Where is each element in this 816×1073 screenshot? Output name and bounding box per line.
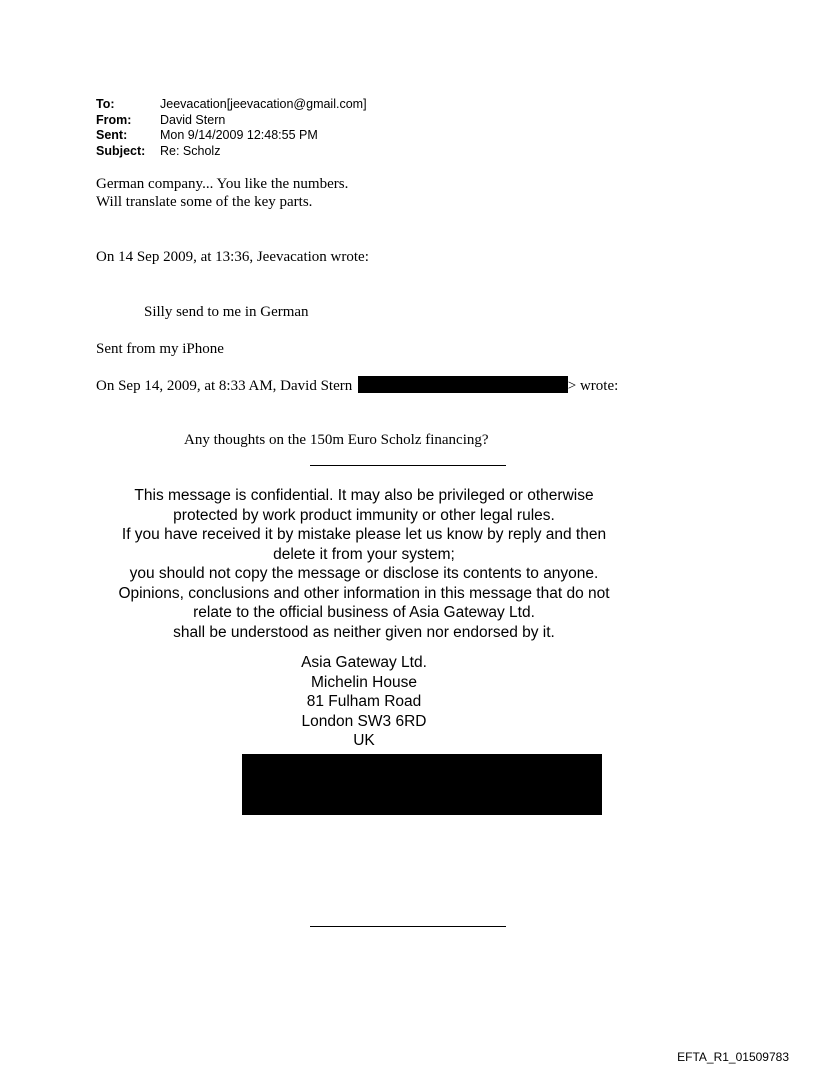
redaction-block — [242, 754, 602, 815]
quote2-intro-post: > wrote: — [567, 378, 619, 394]
quote1-intro: On 14 Sep 2009, at 13:36, Jeevacation wrote: — [96, 249, 369, 265]
address-line: UK — [353, 732, 375, 749]
from-row — [96, 113, 367, 129]
to-value: Jeevacation[jeevacation@gmail.com] — [160, 97, 367, 111]
to-label: To: — [96, 97, 115, 111]
subject-row — [96, 144, 367, 160]
address-line: London SW3 6RD — [301, 712, 427, 730]
to-row — [96, 97, 367, 113]
from-value: David Stern — [160, 112, 226, 127]
divider-bottom — [310, 926, 506, 927]
disclaimer-line: This message is confidential. It may also be privileged or otherwise — [134, 487, 594, 504]
disclaimer-line: delete it from your system; — [273, 545, 455, 563]
quote2-intro-pre: On Sep 14, 2009, at 8:33 AM, David Stern — [96, 378, 353, 394]
disclaimer-line: If you have received it by mistake please let us know by reply and then — [121, 526, 607, 543]
address-line: Asia Gateway Ltd. — [301, 654, 427, 671]
document-id: EFTA_R1_01509783 — [677, 1050, 789, 1064]
subject-label: Subject: — [96, 143, 146, 158]
body-line-1: German company... You like the numbers. — [96, 176, 349, 192]
sent-label: Sent: — [96, 128, 128, 142]
subject-value: Re: Scholz — [160, 143, 221, 158]
disclaimer-line: you should not copy the message or disclose its contents to anyone. — [129, 565, 599, 582]
address-line: 81 Fulham Road — [306, 693, 422, 710]
disclaimer-line: relate to the official business of Asia Gateway Ltd. — [193, 604, 535, 621]
disclaimer — [96, 486, 632, 642]
redaction-email-address — [358, 376, 568, 393]
from-label: From: — [96, 112, 132, 127]
signature: Sent from my iPhone — [96, 341, 224, 357]
disclaimer-line: protected by work product immunity or other legal rules. — [173, 506, 555, 524]
email-header — [96, 97, 367, 159]
quote1-text: Silly send to me in German — [144, 304, 309, 320]
address-line: Michelin House — [311, 673, 417, 691]
quote2-text: Any thoughts on the 150m Euro Scholz financing? — [184, 432, 489, 448]
disclaimer-line: Opinions, conclusions and other information in this message that do not — [118, 584, 610, 602]
divider-top — [310, 465, 506, 466]
company-address — [96, 653, 632, 751]
sent-value: Mon 9/14/2009 12:48:55 PM — [160, 128, 318, 142]
disclaimer-line: shall be understood as neither given nor endorsed by it. — [173, 623, 555, 641]
sent-row — [96, 128, 367, 144]
body-line-2: Will translate some of the key parts. — [96, 194, 313, 210]
quote2-intro — [96, 376, 618, 396]
